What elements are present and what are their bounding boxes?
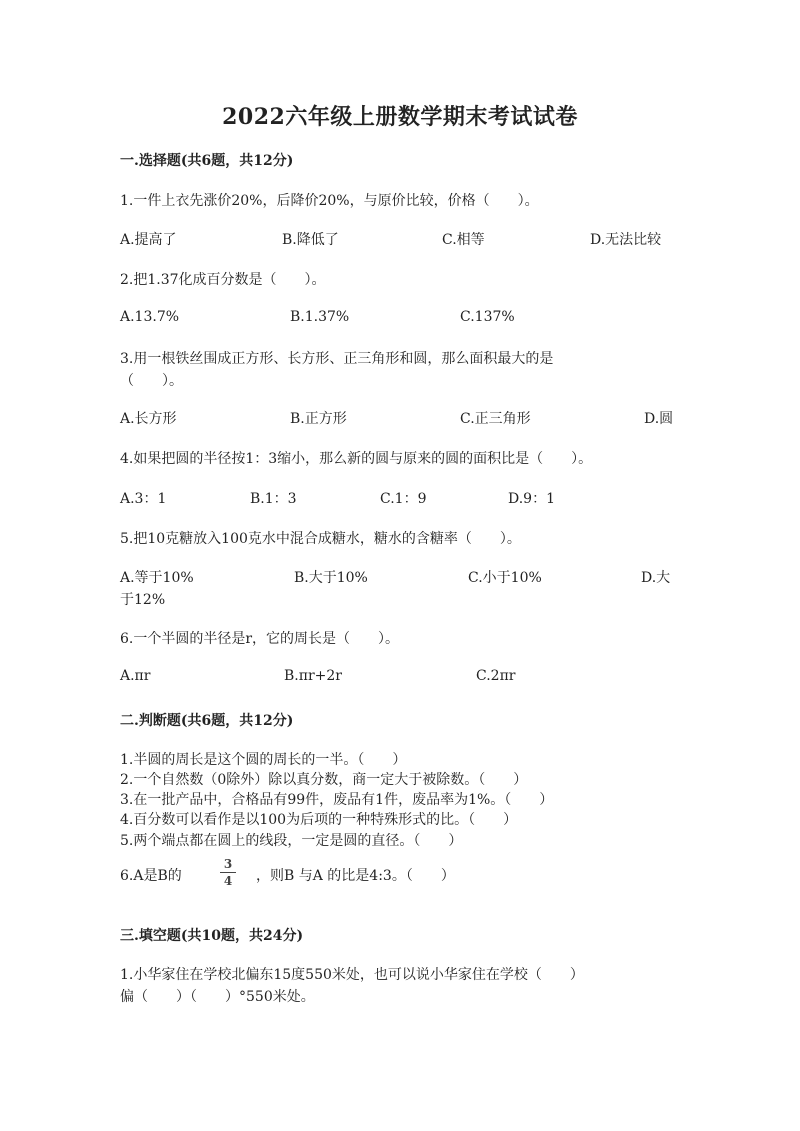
q1-option-d: D.无法比较 (590, 232, 662, 248)
q6-option-c: C.2πr (476, 668, 516, 684)
q1-option-c: C.相等 (442, 232, 485, 248)
fraction-numerator: 3 (223, 857, 233, 871)
q3-option-c: C.正三角形 (460, 411, 531, 427)
q4-option-b: B.1：3 (250, 491, 297, 507)
q5-option-b: B.大于10% (294, 570, 368, 586)
question-4-text: 4.如果把圆的半径按1：3缩小，那么新的圆与原来的圆的面积比是（ ）。 (120, 451, 593, 467)
q4-option-c: C.1：9 (380, 491, 427, 507)
q4-option-d: D.9：1 (508, 491, 555, 507)
fill-question-1-line2: 偏（ ）（ ）°550米处。 (120, 989, 315, 1005)
q1-option-b: B.降低了 (282, 232, 339, 248)
q2-option-c: C.137% (460, 309, 515, 325)
q3-option-d: D.圆 (644, 411, 674, 427)
judgment-item-6-prefix: 6.A是B的 (120, 868, 182, 884)
judgment-item-2: 2.一个自然数（0除外）除以真分数，商一定大于被除数。（ ） (120, 772, 528, 788)
question-5-text: 5.把10克糖放入100克水中混合成糖水，糖水的含糖率（ ）。 (120, 531, 521, 547)
section-header-choice: 一.选择题(共6题，共12分) (120, 153, 294, 169)
q5-option-d-continued: 于12% (120, 592, 166, 608)
question-1-text: 1.一件上衣先涨价20%，后降价20%，与原价比较，价格（ ）。 (120, 193, 539, 209)
q2-option-a: A.13.7% (120, 309, 180, 325)
fraction-three-quarters (220, 857, 236, 888)
judgment-item-5: 5.两个端点都在圆上的线段，一定是圆的直径。（ ） (120, 833, 463, 849)
q5-option-a: A.等于10% (120, 570, 194, 586)
q1-option-a: A.提高了 (120, 232, 177, 248)
question-2-text: 2.把1.37化成百分数是（ ）。 (120, 272, 326, 288)
judgment-item-3: 3.在一批产品中，合格品有99件，废品有1件，废品率为1%。（ ） (120, 792, 554, 808)
question-3-text-line1: 3.用一根铁丝围成正方形、长方形、正三角形和圆，那么面积最大的是 (120, 351, 554, 367)
page-title: 2022六年级上册数学期末考试试卷 (222, 104, 578, 130)
q4-option-a: A.3：1 (120, 491, 167, 507)
q2-option-b: B.1.37% (290, 309, 350, 325)
q5-option-c: C.小于10% (468, 570, 542, 586)
section-header-judgment: 二.判断题(共6题，共12分) (120, 713, 294, 729)
fraction-denominator: 4 (223, 874, 233, 888)
fraction-bar (220, 872, 236, 873)
section-header-fill-blank: 三.填空题(共10题，共24分) (120, 928, 304, 944)
q3-option-b: B.正方形 (290, 411, 347, 427)
q6-option-a: A.πr (120, 668, 151, 684)
q6-option-b: B.πr+2r (284, 668, 342, 684)
question-6-text: 6.一个半圆的半径是r，它的周长是（ ）。 (120, 631, 400, 647)
judgment-item-4: 4.百分数可以看作是以100为后项的一种特殊形式的比。（ ） (120, 812, 518, 828)
q3-option-a: A.长方形 (120, 411, 177, 427)
judgment-item-6-suffix: ，则B 与A 的比是4:3。（ ） (256, 868, 455, 884)
fill-question-1-line1: 1.小华家住在学校北偏东15度550米处，也可以说小华家住在学校（ ） (120, 967, 584, 983)
question-3-text-line2: （ ）。 (120, 373, 183, 389)
q5-option-d: D.大 (641, 570, 671, 586)
judgment-item-1: 1.半圆的周长是这个圆的周长的一半。（ ） (120, 752, 407, 768)
